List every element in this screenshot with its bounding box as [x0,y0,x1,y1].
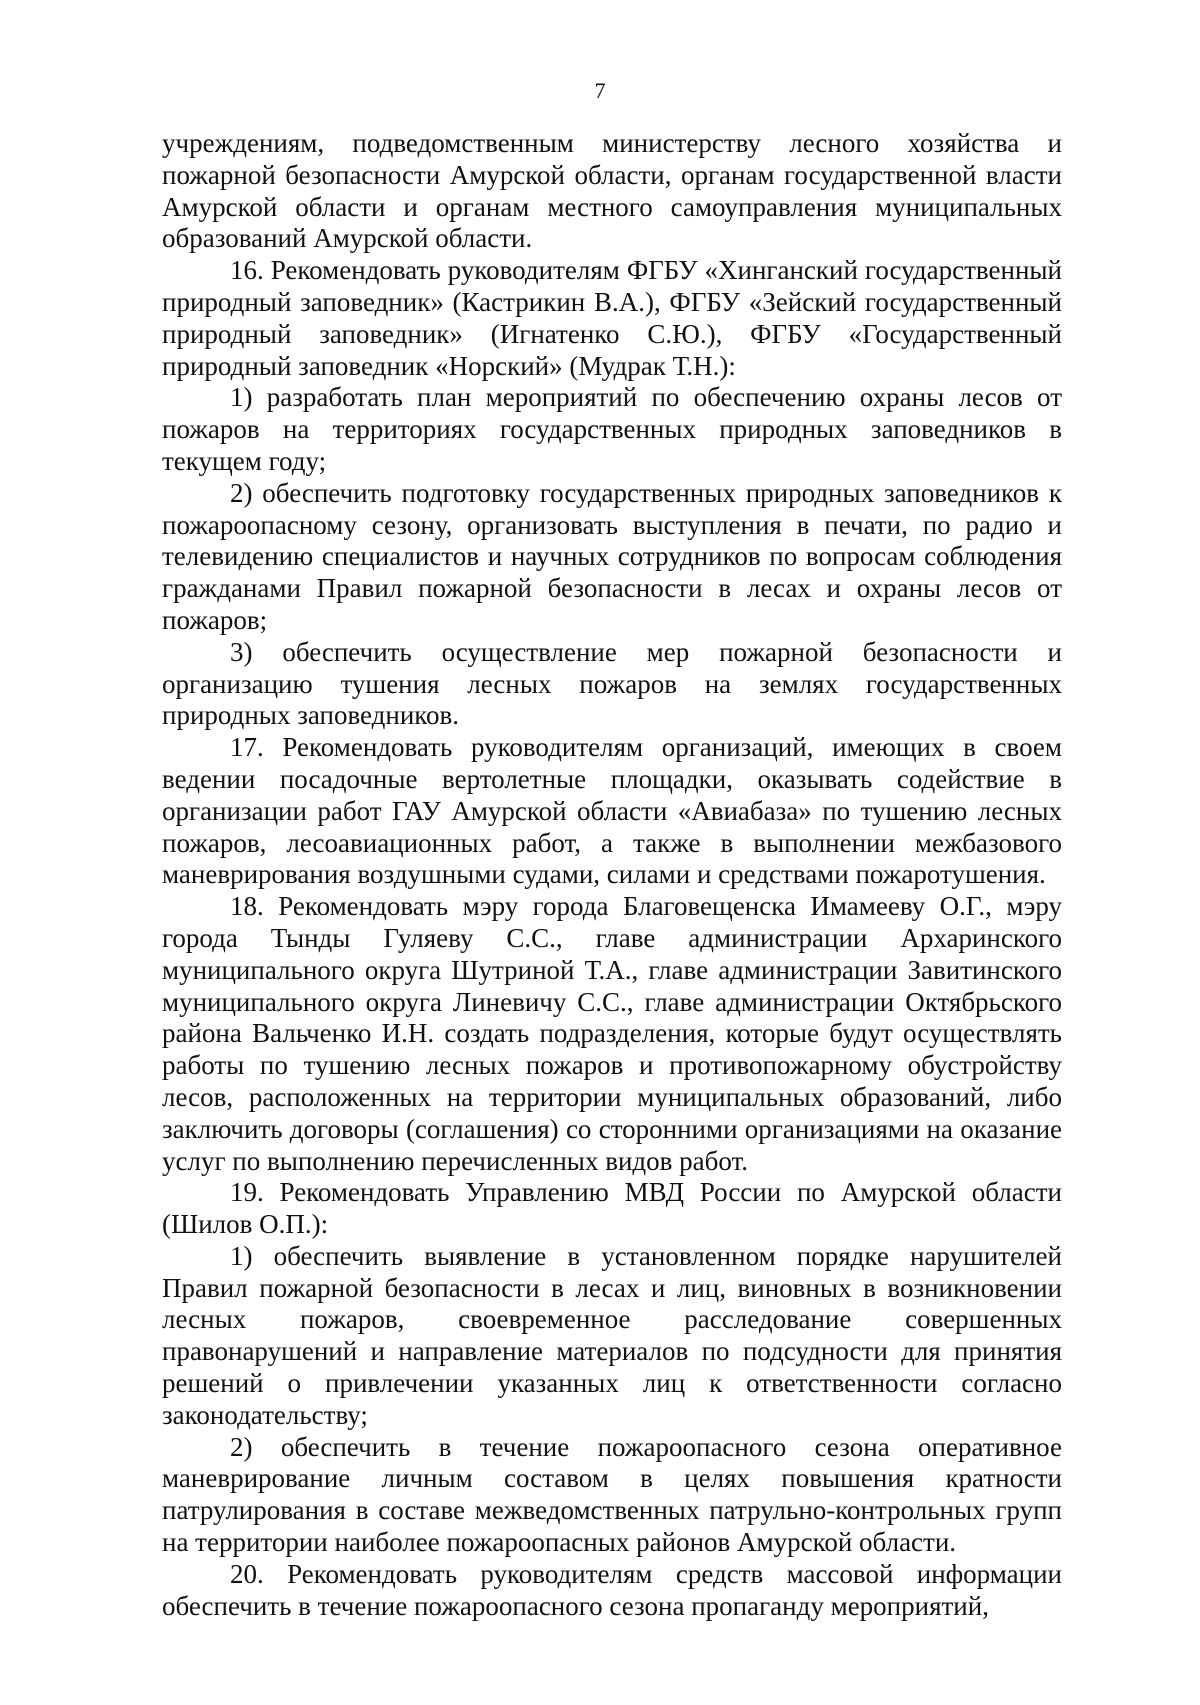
paragraph: 16. Рекомендовать руководителям ФГБУ «Хинганский государственный природный заповедник» (Кастрикин В.А.), ФГБУ «Зейский государственный природный заповедник» (Игнатенко С.Ю.), ФГБУ «Государственный природный заповедник «Норский» (Мудрак Т.Н.): [162,255,1062,381]
document-body [162,128,1062,1622]
paragraph: 1) разработать план мероприятий по обеспечению охраны лесов от пожаров на территориях государственных природных заповедников в текущем году; [162,382,1062,476]
paragraph: 2) обеспечить в течение пожароопасного сезона оперативное маневрирование личным составом в целях повышения кратности патрулирования в составе межведомственных патрульно-контрольных групп на территории наиболее пожароопасных районов Амурской области. [162,1431,1062,1558]
page-number: 7 [594,78,606,103]
paragraph: 1) обеспечить выявление в установленном порядке нарушителей Правил пожарной безопасности в лесах и лиц, виновных в возникновении лесных пожаров, своевременное расследование совершенных правонарушений и направление материалов по подсудности для принятия решений о привлечении указанных лиц к ответственности согласно законодательству; [162,1240,1062,1430]
paragraph: 3) обеспечить осуществление мер пожарной безопасности и организацию тушения лесных пожаров на землях государственных природных заповедников. [162,636,1062,731]
paragraph: 19. Рекомендовать Управлению МВД России по Амурской области (Шилов О.П.): [162,1177,1062,1240]
paragraph: 2) обеспечить подготовку государственных природных заповедников к пожароопасному сезону, организовать выступления в печати, по радио и телевидению специалистов и научных сотрудников по вопросам соблюдения гражданами Правил пожарной безопасности в лесах и охраны лесов от пожаров; [162,477,1062,635]
paragraph: 17. Рекомендовать руководителям организаций, имеющих в своем ведении посадочные вертолетные площадки, оказывать содействие в организации работ ГАУ Амурской области «Авиабаза» по тушению лесных пожаров, лесоавиационных работ, а также в выполнении межбазового маневрирования воздушными судами, силами и средствами пожаротушения. [162,732,1062,890]
paragraph: 18. Рекомендовать мэру города Благовещенска Имамееву О.Г., мэру города Тынды Гуляеву С.С., главе администрации Архаринского муниципального округа Шутриной Т.А., главе администрации Завитинского муниципального округа Линевичу С.С., главе администрации Октябрьского района Вальченко И.Н. создать подразделения, которые будут осуществлять работы по тушению лесных пожаров и противопожарному обустройству лесов, расположенных на территории муниципальных образований, либо заключить договоры (соглашения) со сторонними организациями на оказание услуг по выполнению перечисленных видов работ. [162,891,1062,1176]
paragraph: учреждениям, подведомственным министерству лесного хозяйства и пожарной безопасности Амурской области, органам государственной власти Амурской области и органам местного самоуправления муниципальных образований Амурской области. [162,128,1062,254]
paragraph: 20. Рекомендовать руководителям средств массовой информации обеспечить в течение пожароопасного сезона пропаганду мероприятий, [162,1558,1062,1621]
